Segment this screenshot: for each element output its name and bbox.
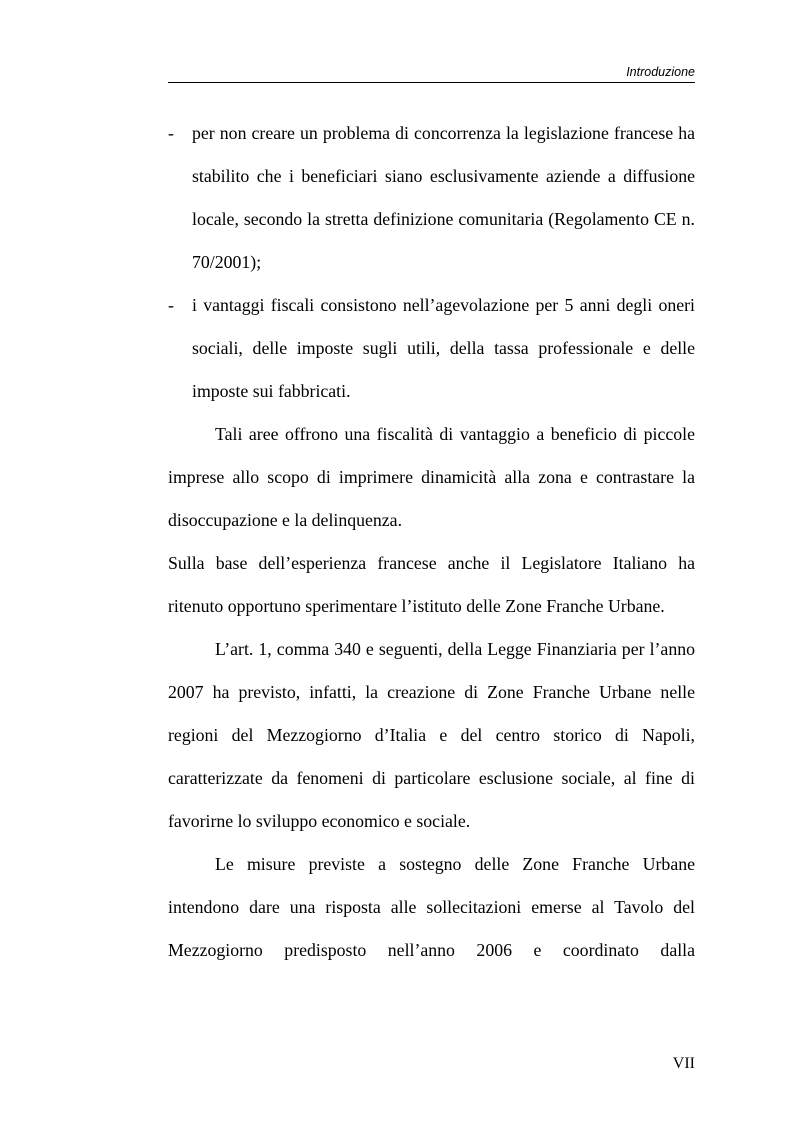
bullet-dash: -: [168, 123, 174, 143]
header-title: Introduzione: [626, 65, 695, 79]
bullet-dash: -: [168, 295, 174, 315]
page-body: [168, 112, 695, 972]
paragraph: Le misure previste a sostegno delle Zone Franche Urbane intendono dare una risposta alle sollecitazioni emerse al Tavolo del Mezzogiorno predisposto nell’anno 2006 e coordinato dalla: [168, 854, 695, 960]
bullet-text: per non creare un problema di concorrenza la legislazione francese ha stabilito che i beneficiari siano esclusivamente aziende a diffusione locale, secondo la stretta definizione comunitaria (Regolamento CE n. 70/2001);: [192, 123, 695, 272]
bullet-item: [168, 284, 695, 413]
page-number: VII: [672, 1055, 695, 1072]
paragraph: Sulla base dell’esperienza francese anche il Legislatore Italiano ha ritenuto opportuno sperimentare l’istituto delle Zone Franche Urbane.: [168, 553, 695, 616]
bullet-text: i vantaggi fiscali consistono nell’agevolazione per 5 anni degli oneri sociali, delle imposte sugli utili, della tassa professionale e delle imposte sui fabbricati.: [192, 295, 695, 401]
running-header: [168, 62, 695, 83]
paragraph: Tali aree offrono una fiscalità di vantaggio a beneficio di piccole imprese allo scopo di imprimere dinamicità alla zona e contrastare la disoccupazione e la delinquenza.: [168, 424, 695, 530]
paragraph: L’art. 1, comma 340 e seguenti, della Legge Finanziaria per l’anno 2007 ha previsto, infatti, la creazione di Zone Franche Urbane nelle regioni del Mezzogiorno d’Italia e del centro storico di Napoli, caratterizzate da fenomeni di particolare esclusione sociale, al fine di favorirne lo sviluppo economico e sociale.: [168, 639, 695, 831]
bullet-item: [168, 112, 695, 284]
